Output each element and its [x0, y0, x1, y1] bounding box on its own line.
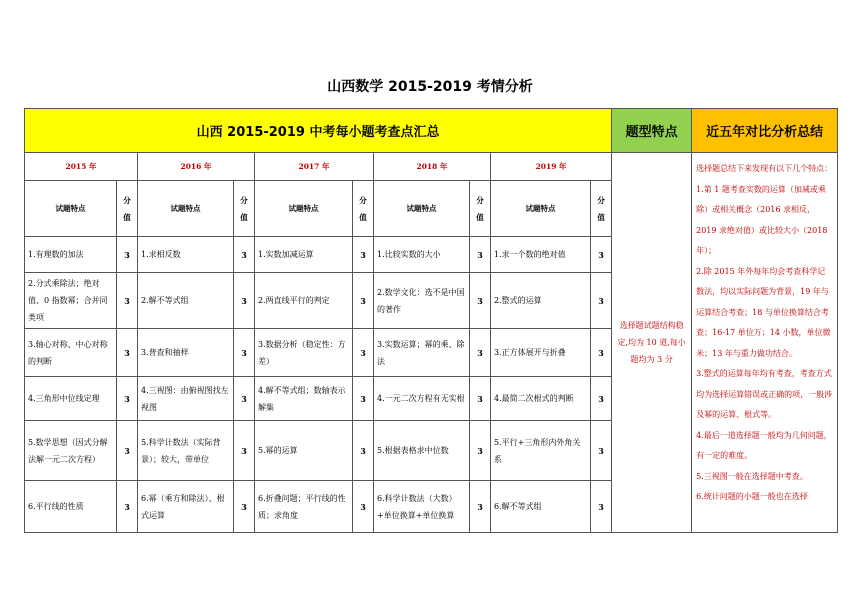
score-cell: 3 — [353, 237, 374, 273]
score-cell: 3 — [591, 377, 612, 421]
year-2017: 2017 年 — [255, 153, 374, 181]
score-cell: 3 — [234, 481, 255, 533]
score-cell: 3 — [470, 237, 491, 273]
question-cell: 3.数据分析（稳定性：方差） — [255, 329, 353, 377]
score-cell: 3 — [470, 377, 491, 421]
analysis-text — [696, 159, 833, 521]
score-cell: 3 — [470, 421, 491, 481]
year-2015: 2015 年 — [25, 153, 138, 181]
question-cell: 5.数学思想（因式分解法解一元二次方程） — [25, 421, 117, 481]
question-cell: 1.比较实数的大小 — [374, 237, 470, 273]
year-2016: 2016 年 — [138, 153, 255, 181]
question-cell: 6.平行线的性质 — [25, 481, 117, 533]
question-cell: 6.解不等式组 — [491, 481, 591, 533]
analysis-line: 5.三视图一般在选择题中考查。 — [696, 471, 808, 481]
score-cell: 3 — [117, 237, 138, 273]
question-cell: 5.幂的运算 — [255, 421, 353, 481]
score-cell: 3 — [117, 481, 138, 533]
score-cell: 3 — [234, 273, 255, 329]
question-cell: 4.三视图：由俯视图找左视图 — [138, 377, 234, 421]
score-cell: 3 — [591, 421, 612, 481]
analysis-line: 6.统计问题的小题一般也在选择 — [696, 492, 808, 501]
question-cell: 3.正方体展开与折叠 — [491, 329, 591, 377]
exam-analysis-table — [24, 108, 838, 533]
col-header-score: 分值 — [117, 181, 138, 237]
score-cell: 3 — [117, 421, 138, 481]
score-cell: 3 — [353, 481, 374, 533]
document-title: 山西数学 2015-2019 考情分析 — [327, 79, 533, 95]
analysis-line: 3.整式的运算每年均有考查，考查方式均为选择运算错误或正确的项，一般涉及幂的运算、根式等。 — [696, 369, 833, 419]
question-cell: 2.分式乘除法；绝对值、0 指数幂；合并同类项 — [25, 273, 117, 329]
question-cell: 5.科学计数法（实际背景）；较大，带单位 — [138, 421, 234, 481]
question-cell: 6.幂（乘方和除法）、根式运算 — [138, 481, 234, 533]
score-cell: 3 — [470, 481, 491, 533]
score-cell: 3 — [353, 273, 374, 329]
analysis-header: 近五年对比分析总结 — [692, 109, 838, 153]
question-cell: 5.根据表格求中位数 — [374, 421, 470, 481]
analysis-line: 选择题总结下来发现有以下几个特点： — [696, 164, 833, 173]
score-cell: 3 — [591, 329, 612, 377]
score-cell: 3 — [117, 273, 138, 329]
col-header-score: 分值 — [234, 181, 255, 237]
year-row — [25, 153, 838, 181]
score-cell: 3 — [591, 273, 612, 329]
question-cell: 6.折叠问题；平行线的性质；求角度 — [255, 481, 353, 533]
question-cell: 1.求相反数 — [138, 237, 234, 273]
question-cell: 3.实数运算；幂的乘、除法 — [374, 329, 470, 377]
col-header-score: 分值 — [470, 181, 491, 237]
col-header-score: 分值 — [353, 181, 374, 237]
score-cell: 3 — [470, 273, 491, 329]
col-header-feature: 试题特点 — [255, 181, 353, 237]
feature-note: 选择题试题结构稳定,均为 10 道,每小题均为 3 分 — [612, 153, 692, 533]
question-cell: 1.有理数的加法 — [25, 237, 117, 273]
question-cell: 4.最简二次根式的判断 — [491, 377, 591, 421]
col-header-score: 分值 — [591, 181, 612, 237]
score-cell: 3 — [117, 377, 138, 421]
analysis-summary — [692, 153, 838, 533]
question-cell: 4.一元二次方程有无实根 — [374, 377, 470, 421]
score-cell: 3 — [234, 421, 255, 481]
question-cell: 6.科学计数法（大数）+单位换算+单位换算 — [374, 481, 470, 533]
header-row — [25, 109, 838, 153]
score-cell: 3 — [234, 237, 255, 273]
score-cell: 3 — [353, 421, 374, 481]
question-cell: 4.解不等式组；数轴表示解集 — [255, 377, 353, 421]
question-cell: 1.实数加减运算 — [255, 237, 353, 273]
col-header-feature: 试题特点 — [25, 181, 117, 237]
year-2018: 2018 年 — [374, 153, 491, 181]
col-header-feature: 试题特点 — [491, 181, 591, 237]
col-header-feature: 试题特点 — [138, 181, 234, 237]
col-header-feature: 试题特点 — [374, 181, 470, 237]
feature-header: 题型特点 — [612, 109, 692, 153]
score-cell: 3 — [470, 329, 491, 377]
score-cell: 3 — [353, 329, 374, 377]
year-2019: 2019 年 — [491, 153, 612, 181]
score-cell: 3 — [234, 377, 255, 421]
question-cell: 2.解不等式组 — [138, 273, 234, 329]
analysis-line: 2.除 2015 年外每年均会考查科学记数法，均以实际问题为背景，19 年与运算结合考查；18 与单位换算结合考查；16-17 单位万；14 小数，单位微米；13 年与重力做功结合。 — [696, 266, 831, 358]
question-cell: 4.三角形中位线定理 — [25, 377, 117, 421]
question-cell: 2.两直线平行的判定 — [255, 273, 353, 329]
score-cell: 3 — [591, 481, 612, 533]
score-cell: 3 — [234, 329, 255, 377]
question-cell: 5.平行+三角形内外角关系 — [491, 421, 591, 481]
score-cell: 3 — [591, 237, 612, 273]
question-cell: 3.轴心对称、中心对称的判断 — [25, 329, 117, 377]
score-cell: 3 — [353, 377, 374, 421]
analysis-line: 1.第 1 题考查实数的运算（加减或乘除）或相关概念（2016 求相反，2019 求绝对值）或比较大小（2018 年）； — [696, 184, 828, 255]
analysis-line: 4.最后一道选择题一般均为几何问题，有一定的难度。 — [696, 430, 832, 460]
question-cell: 3.普查和抽样 — [138, 329, 234, 377]
summary-header: 山西 2015-2019 中考每小题考查点汇总 — [25, 109, 612, 153]
question-cell: 2.整式的运算 — [491, 273, 591, 329]
score-cell: 3 — [117, 329, 138, 377]
question-cell: 2.数学文化：选不是中国的著作 — [374, 273, 470, 329]
question-cell: 1.求一个数的绝对值 — [491, 237, 591, 273]
